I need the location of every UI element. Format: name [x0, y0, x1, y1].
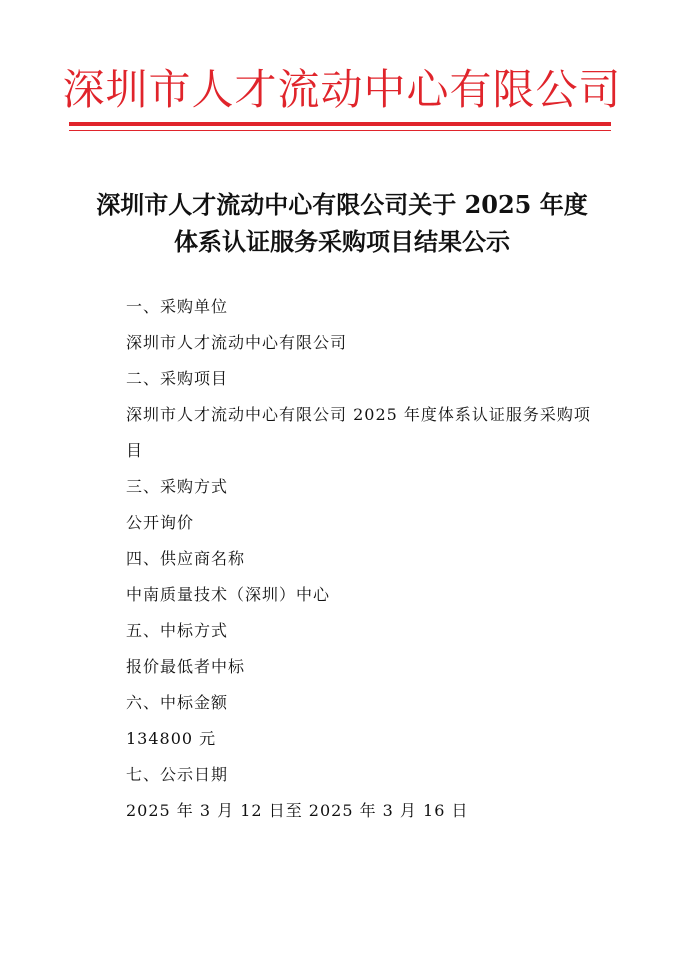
letterhead-company-name: 深圳市人才流动中心有限公司	[62, 65, 622, 114]
section-value-publicity-period: 2025 年 3 月 12 日至 2025 年 3 月 16 日	[126, 801, 469, 820]
section-heading-project: 二、采购项目	[126, 369, 229, 388]
letterhead-rule-thin	[69, 130, 611, 131]
document-title	[60, 186, 624, 260]
letterhead-rule-thick	[69, 122, 611, 126]
section-value-project: 深圳市人才流动中心有限公司 2025 年度体系认证服务采购项目	[126, 405, 591, 460]
section-value-purchaser: 深圳市人才流动中心有限公司	[126, 333, 348, 352]
section-heading-method: 三、采购方式	[126, 477, 229, 496]
section-heading-award-method: 五、中标方式	[126, 621, 229, 640]
section-heading-publicity-period: 七、公示日期	[126, 765, 229, 784]
section-value-award-amount: 134800 元	[126, 729, 217, 748]
section-value-method: 公开询价	[126, 513, 195, 532]
section-value-supplier: 中南质量技术（深圳）中心	[126, 585, 331, 604]
document-title-line-1: 深圳市人才流动中心有限公司关于 2025 年度	[96, 190, 588, 219]
section-value-award-method: 报价最低者中标	[126, 657, 246, 676]
document-title-line-2: 体系认证服务采购项目结果公示	[174, 227, 510, 256]
document-body	[126, 289, 606, 829]
section-heading-award-amount: 六、中标金额	[126, 693, 229, 712]
section-heading-supplier: 四、供应商名称	[126, 549, 246, 568]
section-heading-purchaser: 一、采购单位	[126, 297, 229, 316]
